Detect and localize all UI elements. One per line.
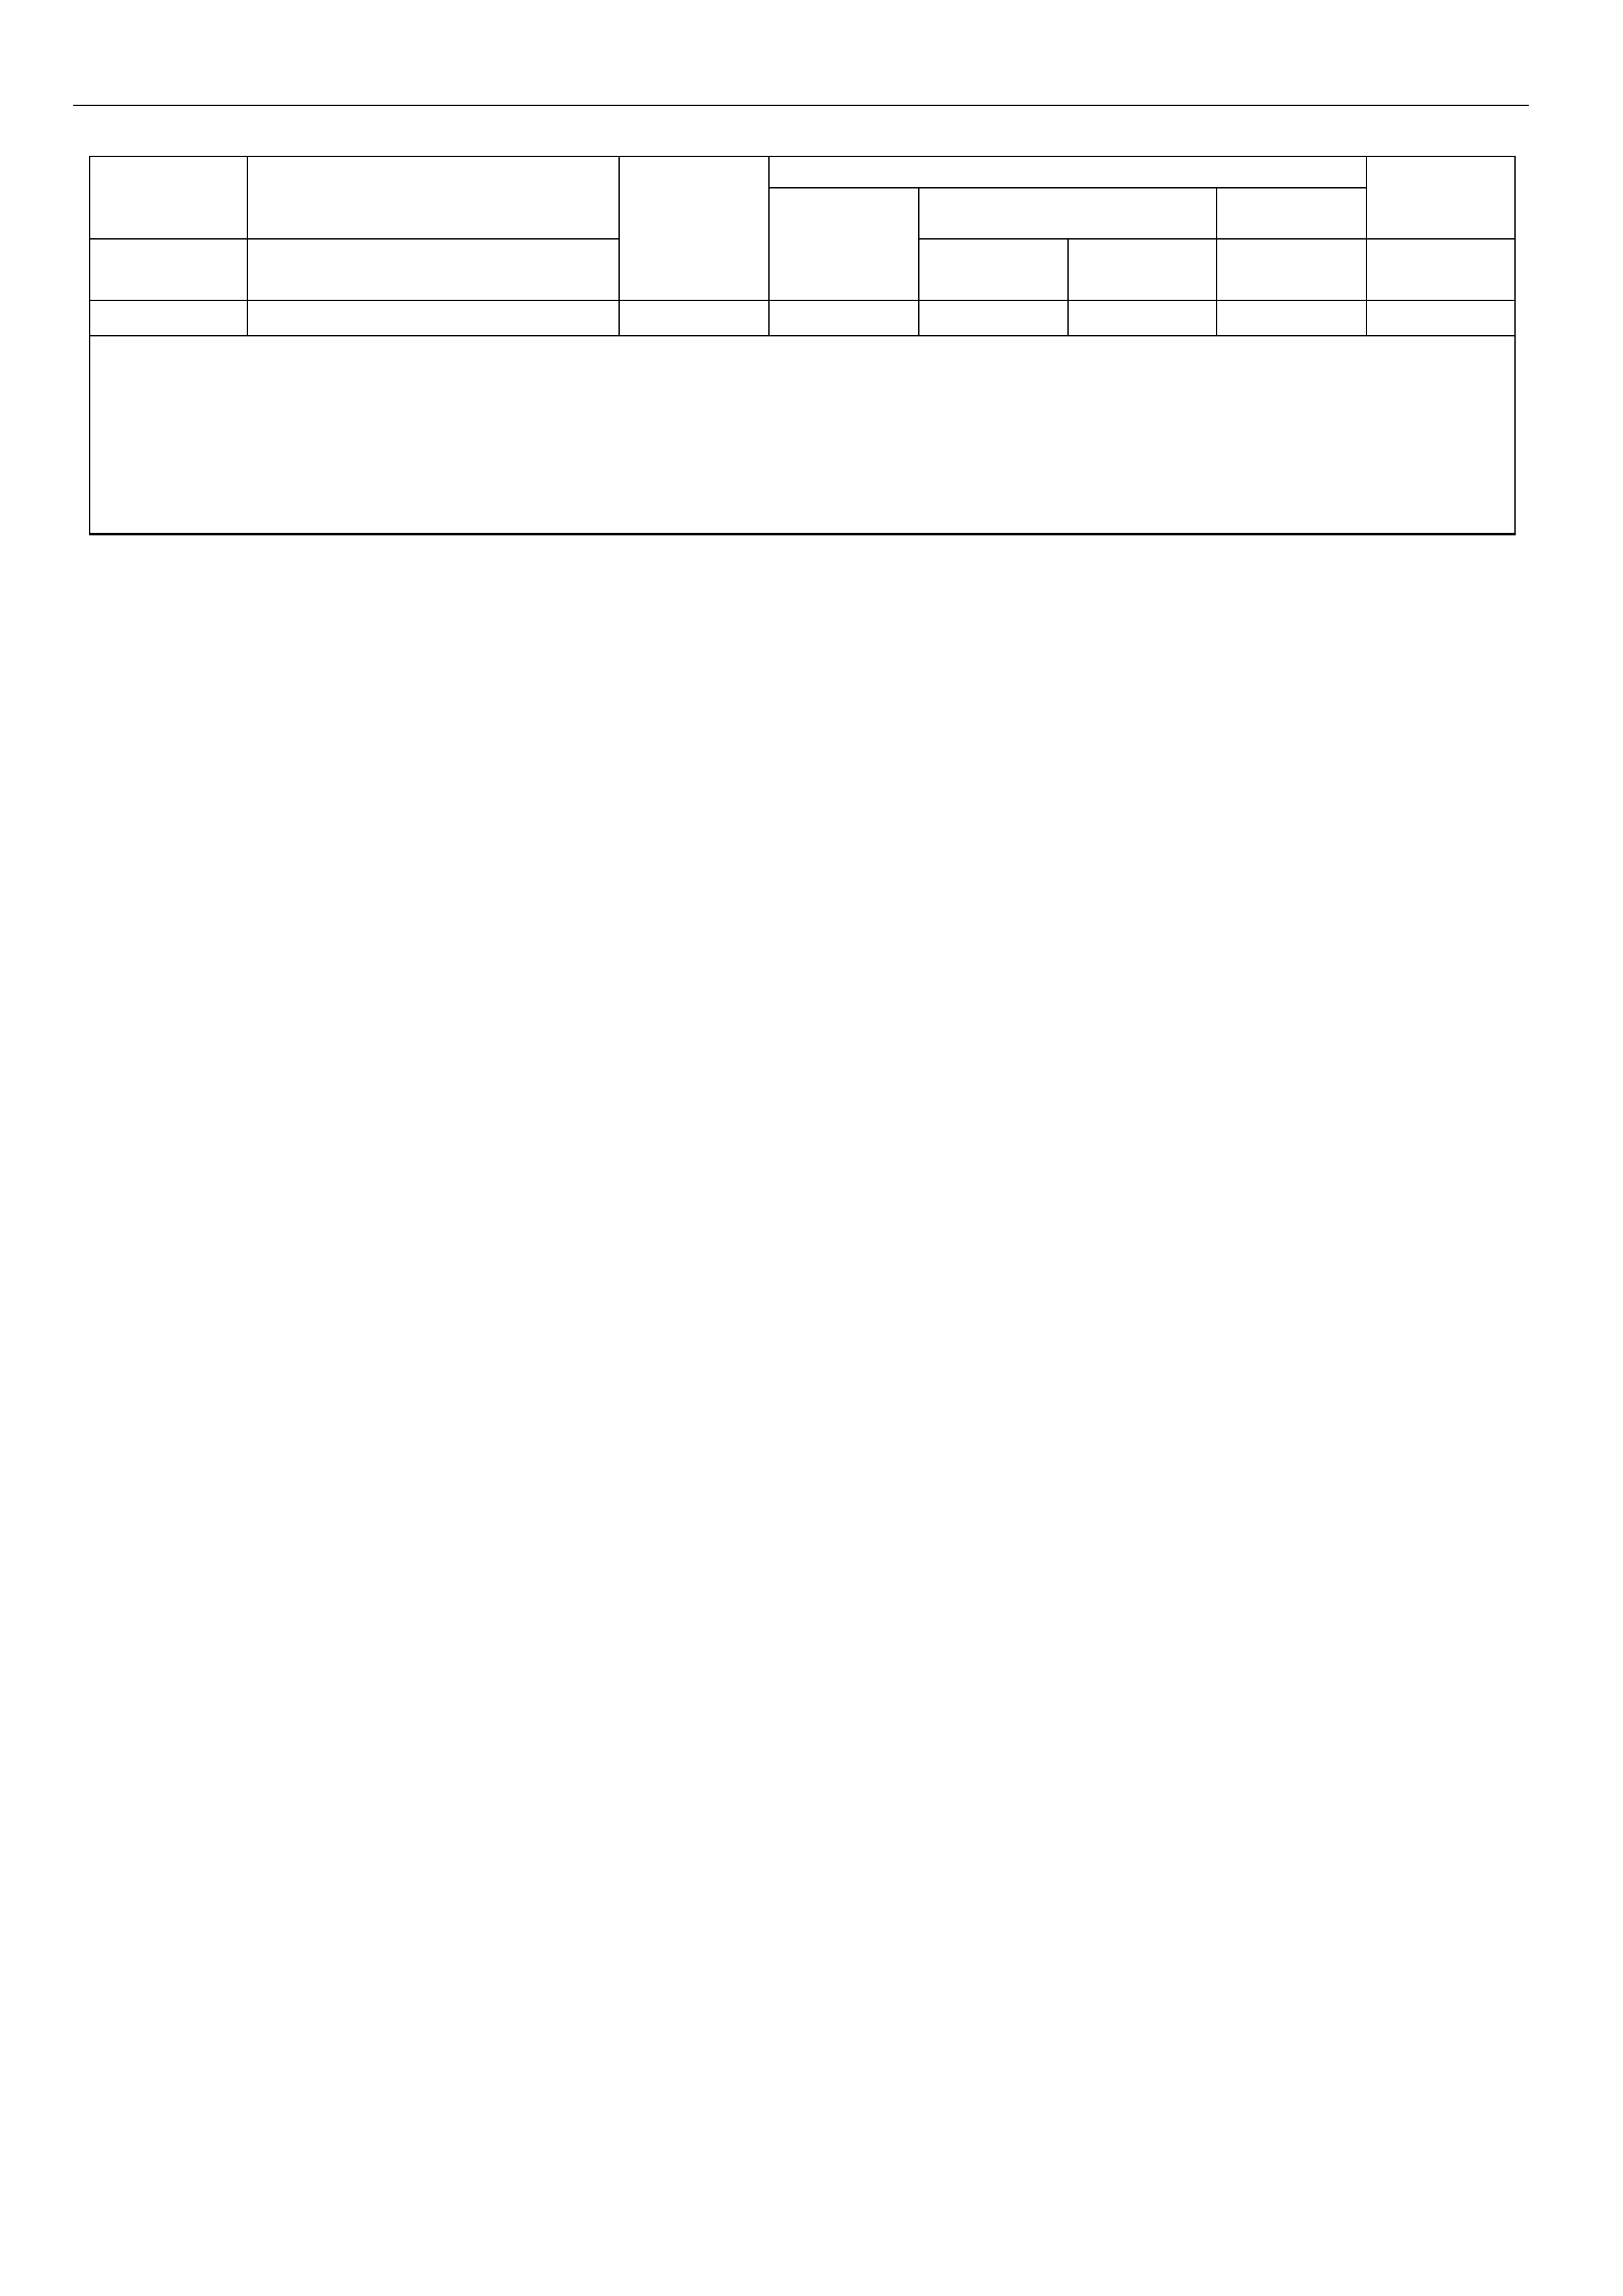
column-number bbox=[919, 300, 1069, 336]
header-worker-pay bbox=[769, 188, 919, 300]
header-rule bbox=[73, 105, 1529, 106]
header-material-consumption bbox=[1217, 239, 1366, 300]
column-number bbox=[1068, 300, 1217, 336]
column-number bbox=[247, 300, 619, 336]
column-number bbox=[619, 300, 769, 336]
header-material-name bbox=[247, 239, 619, 300]
header-materials bbox=[1217, 188, 1366, 239]
header-including bbox=[769, 156, 1366, 188]
group-title bbox=[90, 533, 1515, 535]
column-number bbox=[769, 300, 919, 336]
header-equipment-mass bbox=[1366, 239, 1515, 300]
column-number bbox=[90, 300, 247, 336]
column-number bbox=[1217, 300, 1366, 336]
header-work-name bbox=[247, 156, 619, 239]
table-title-block bbox=[90, 336, 1515, 533]
header-direct-costs bbox=[619, 156, 769, 300]
header-operator-pay bbox=[1068, 239, 1217, 300]
header-labor-costs bbox=[1366, 156, 1515, 239]
column-number bbox=[1366, 300, 1515, 336]
column-numbers-row bbox=[90, 300, 1515, 336]
table-header bbox=[90, 156, 1515, 336]
header-machines-total bbox=[919, 239, 1069, 300]
header-machine-operation bbox=[919, 188, 1217, 239]
rates-table bbox=[89, 156, 1516, 535]
table-title-section bbox=[90, 336, 1515, 535]
header-material-codes bbox=[90, 239, 247, 300]
header-rate-numbers bbox=[90, 156, 247, 239]
